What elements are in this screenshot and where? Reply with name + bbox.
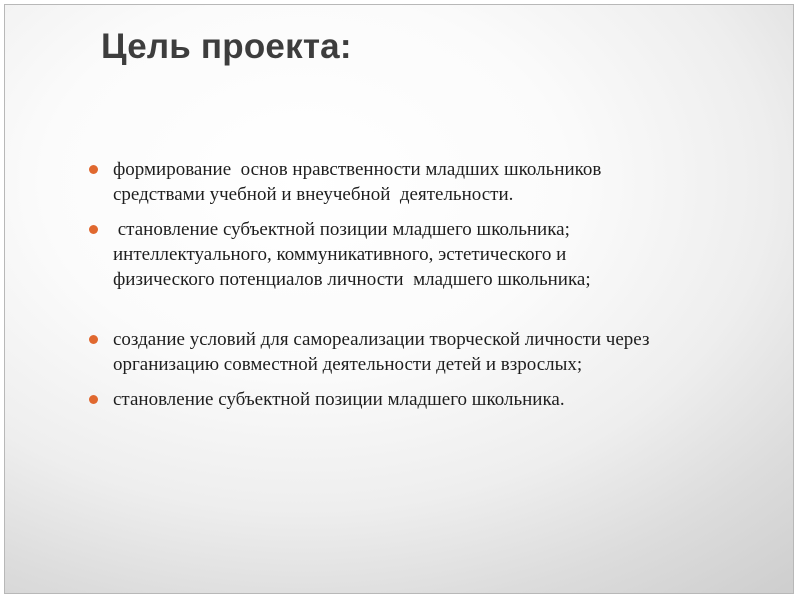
bullet-dot-icon [89, 335, 98, 344]
slide [4, 4, 794, 594]
bullet-dot-icon [89, 225, 98, 234]
bullet-item [89, 327, 769, 377]
bullet-text-line: интеллектуального, коммуникативного, эстетического и [113, 244, 567, 265]
bullet-item [89, 387, 769, 412]
bullet-text-line: формирование основ нравственности младших школьников [113, 159, 602, 180]
bullet-text-line: средствами учебной и внеучебной деятельности. [113, 184, 514, 205]
bullet-text-line: физического потенциалов личности младшего школьника; [113, 269, 591, 290]
slide-title: Цель проекта: [101, 27, 352, 66]
bullet-text-line: становление субъектной позиции младшего школьника. [113, 389, 565, 410]
bullet-text-line: создание условий для самореализации творческой личности через [113, 329, 650, 350]
bullet-item [89, 157, 769, 207]
bullet-list [89, 157, 769, 422]
bullet-dot-icon [89, 165, 98, 174]
bullet-text-line: становление субъектной позиции младшего школьника; [113, 219, 570, 240]
bullet-dot-icon [89, 395, 98, 404]
bullet-text-line: организацию совместной деятельности детей и взрослых; [113, 354, 583, 375]
bullet-item [89, 217, 769, 292]
